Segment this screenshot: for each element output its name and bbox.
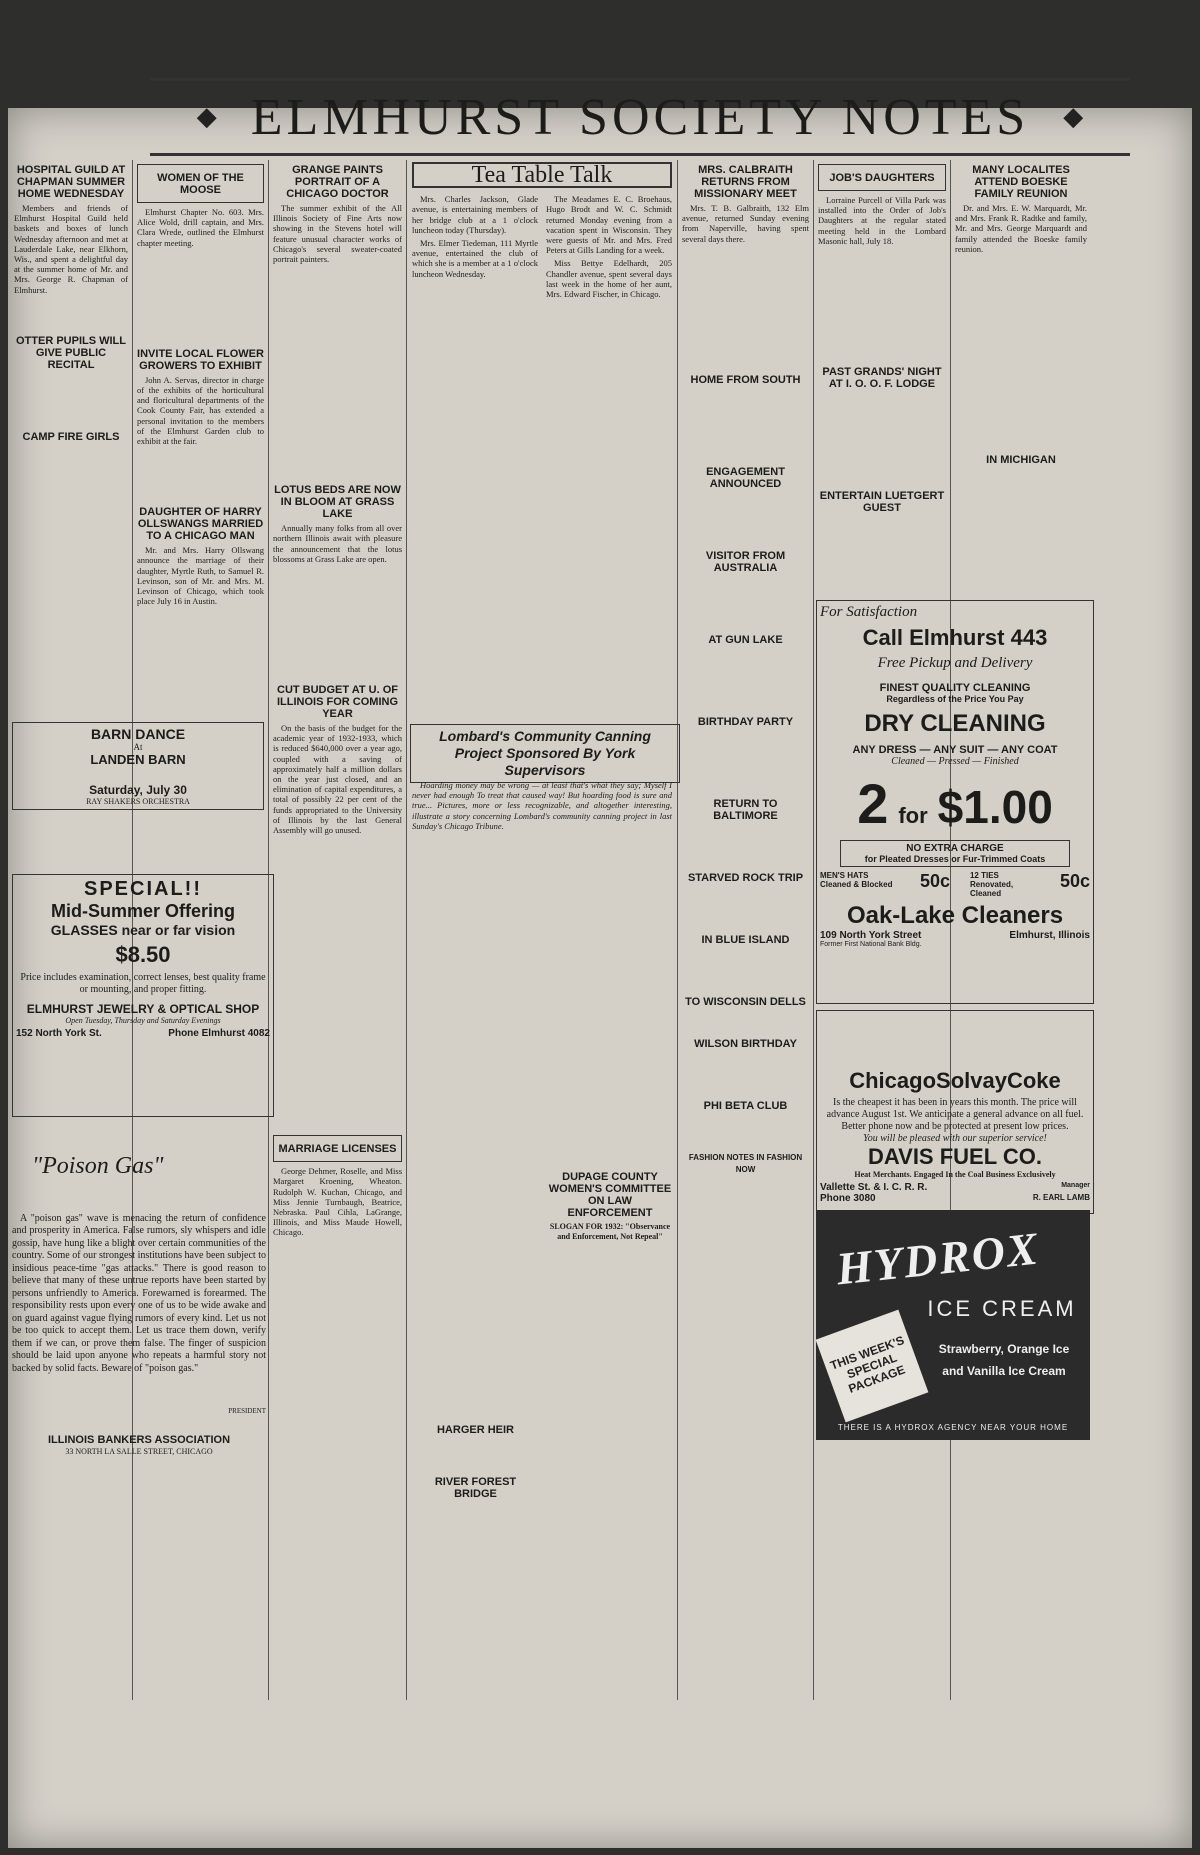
jobs-daughters-text: Lorraine Purcell of Villa Park was installed into the Order of Job's Daughters at the regular stated meeting held in the Lombard Masonic hall, July 18. [818, 195, 946, 246]
river-forest-headline: RIVER FOREST BRIDGE [434, 1476, 517, 1500]
barn-dance-title: BARN DANCE [90, 726, 186, 742]
jewelry-shop-name: ELMHURST JEWELRY & OPTICAL SHOP [26, 1002, 260, 1016]
hydrox-ad [816, 1210, 1090, 1440]
pupils-recital-headline: OTTER PUPILS WILL GIVE PUBLIC RECITAL [16, 334, 126, 371]
jewelry-phone: Phone Elmhurst 4082 [168, 1028, 270, 1039]
jobs-daughters-headline: JOB'S DAUGHTERS [829, 172, 935, 184]
hydrox-agency: THERE IS A HYDROX AGENCY NEAR YOUR HOME [837, 1423, 1069, 1432]
camp-fire-headline: CAMP FIRE GIRLS [22, 430, 120, 443]
gun-lake-headline: AT GUN LAKE [708, 633, 783, 646]
barn-dance-place: LANDEN BARN [90, 752, 186, 767]
cleaned-pressed: Cleaned — Pressed — Finished [891, 756, 1019, 767]
president-label: PRESIDENT [228, 1407, 266, 1415]
poison-gas-text: A "poison gas" wave is menacing the return of confidence and prosperity in America. False rumors, sly whispers and idle gossip, have hung like a blight over certain communities of the country. Some of our strongest institutions have been subject to insidious peace-time "gas attacks." There is good reason to believe that many of these untrue reports have been started by persons unfriendly to America. Forewarned is forearmed. The responsibility rests upon every one of us to be wide awake and on guard against vague flying rumors of every kind. Let us not be too quick to accept them. Let us trace them down, verify them if we can, or prove them false. The finger of suspicion should be laid upon anyone who repeats a harmful story not backed by solid facts. Beware of "poison gas." [12, 1212, 266, 1374]
tea-text-c: The Meadames E. C. Broehaus, Hugo Brodt and W. C. Schmidt returned Monday evening from a vacation spent in Wisconsin. They were guests of Mr. and Mrs. Fred Peters at Gills Landing for a week. [546, 194, 672, 256]
ornament-left: ◆ [196, 102, 217, 131]
cleaners-address: 109 North York Street [820, 930, 922, 941]
masthead [150, 78, 1130, 156]
pleated-dresses: for Pleated Dresses or Fur-Trimmed Coats [864, 854, 1046, 864]
jewelry-hours: Open Tuesday, Thursday and Saturday Evenings [65, 1016, 221, 1025]
baltimore-headline: RETURN TO BALTIMORE [713, 797, 778, 822]
harger-headline: HARGER HEIR [436, 1424, 514, 1436]
ties-label: 12 TIES Renovated, Cleaned [969, 871, 1014, 898]
price-for: for [898, 803, 928, 828]
boeske-reunion-text: Dr. and Mrs. E. W. Marquardt, Mr. and Mrs. Frank R. Radtke and family, Mr. and Mrs. George Marquardt and family attended the Boeske family reunion. [955, 203, 1087, 254]
tea-text-a: Mrs. Charles Jackson, Glade avenue, is entertaining members of her bridge club at a 1 o'clock luncheon today (Thursday). [412, 194, 538, 235]
hydrox-flavors: Strawberry, Orange Ice and Vanilla Ice Cream [938, 1342, 1070, 1378]
tea-table-section [408, 160, 676, 580]
manager-name: R. EARL LAMB [1032, 1193, 1090, 1202]
moose-headline: WOMEN OF THE MOOSE [157, 172, 244, 196]
budget-text: On the basis of the budget for the academic year of 1932-1933, which is reduced $640,000 over a year ago, coupled with a saving of approximately half a million dollars on the year just closed, and an elimination of capital expenditures, a total of possibly 22 per cent of the funds appropriated to the University of Illinois by the last General Assembly will go unused. [273, 723, 402, 836]
finest-quality: FINEST QUALITY CLEANING [879, 682, 1031, 694]
no-extra-charge: NO EXTRA CHARGE [906, 843, 1004, 854]
tea-text-b: Mrs. Elmer Tiedeman, 111 Myrtle avenue, entertained the club of which she is a member at a 1 o'clock luncheon Wednesday. [412, 238, 538, 279]
ollswang-headline: DAUGHTER OF HARRY OLLSWANGS MARRIED TO A CHICAGO MAN [137, 506, 264, 543]
dry-cleaning-title: DRY CLEANING [864, 710, 1046, 737]
michigan-headline: IN MICHIGAN [986, 454, 1056, 467]
lombard-text: Hoarding money may be wrong — at least that's what they say; Myself I never had enough To treat that caused way! But hoarding food is sure and true... Pictures, more or less recognizable, and altogether interesting, illustrate a story concerning Lombard's community canning project in last Sunday's Chicago Tribune. [412, 780, 672, 831]
marriage-text: George Dehmer, Roselle, and Miss Margaret Kroening, Wheaton. Rudolph W. Kuchan, Chicago, and Miss Jennie Turnbaugh, Beatrice, Nebraska. Paul Cihla, LaGrange, Illinois, and Miss Maude Howell, Chicago. [273, 1166, 402, 1238]
mens-hats-price: 50c [919, 871, 951, 891]
oak-lake-cleaners-ad [816, 600, 1094, 1004]
special-glasses: GLASSES near or far vision [50, 922, 236, 938]
special-subtitle: Mid-Summer Offering [50, 901, 235, 921]
price-amount: $1.00 [937, 781, 1053, 833]
jewelry-address: 152 North York St. [16, 1028, 102, 1039]
heat-merchants: Heat Merchants. Engaged In the Coal Business Exclusively [854, 1170, 1056, 1179]
grange-text: The summer exhibit of the All Illinois Society of Fine Arts now showing in the Stevens hotel will feature unusual character works of Chicago's several sweater-coated portrait painters. [273, 203, 402, 265]
engagement-headline: ENGAGEMENT ANNOUNCED [706, 465, 785, 490]
column-3 [269, 160, 406, 1720]
page-title: ELMHURST SOCIETY NOTES [250, 88, 1030, 146]
wisconsin-dells-headline: TO WISCONSIN DELLS [685, 995, 806, 1008]
special-glasses-ad [12, 874, 274, 1117]
davis-address: Vallette St. & I. C. R. R. [820, 1182, 928, 1193]
barn-dance-band: RAY SHAKERS ORCHESTRA [86, 797, 190, 806]
column-5 [678, 160, 813, 1720]
hydrox-brand: HYDROX [833, 1222, 1042, 1295]
bankers-association: ILLINOIS BANKERS ASSOCIATION [47, 1433, 231, 1446]
moose-text: Elmhurst Chapter No. 603. Mrs. Alice Wold, drill captain, and Mrs. Clara Wrede, outlined the Elmhurst chapter meeting. [137, 207, 264, 248]
special-note: Price includes examination, correct lenses, best quality frame or mounting, and proper fitting. [20, 972, 266, 995]
ornament-right: ◆ [1063, 102, 1084, 131]
weekly-special-package: THIS WEEK'S SPECIAL PACKAGE [816, 1310, 929, 1423]
ties-price: 50c [1059, 871, 1090, 891]
regardless-price: Regardless of the Price You Pay [886, 694, 1024, 704]
column-6 [814, 160, 950, 590]
calbraith-headline: MRS. CALBRAITH RETURNS FROM MISSIONARY MEET [694, 164, 797, 200]
fashion-notes-headline: FASHION NOTES IN FASHION NOW [688, 1152, 803, 1174]
mens-hats: MEN'S HATS Cleaned & Blocked [820, 871, 893, 889]
marriage-headline: MARRIAGE LICENSES [278, 1143, 397, 1156]
superior-service: You will be pleased with our superior service! [863, 1133, 1047, 1144]
call-elmhurst: Call Elmhurst 443 [862, 625, 1048, 650]
birthday-party-headline: BIRTHDAY PARTY [697, 715, 794, 728]
home-south-headline: HOME FROM SOUTH [690, 373, 801, 386]
lombard-headline-box [410, 724, 680, 783]
special-title: SPECIAL!! [84, 878, 202, 900]
satisfaction-text: For Satisfaction [820, 604, 918, 620]
flower-growers-text: John A. Servas, director in charge of the exhibits of the horticultural and floricultural departments of the Cook County Fair, has extended a personal invitation to the members of the Elmhurst Garden club to exhibit at the fair. [137, 374, 264, 447]
any-dress-suit-coat: ANY DRESS — ANY SUIT — ANY COAT [852, 744, 1058, 756]
solvay-coke-text: Is the cheapest it has been in years this month. The price will advance August 1st. We anticipate a general advance on all fuel. Better phone now and be protected at present low prices. [826, 1097, 1084, 1132]
column-2 [133, 160, 268, 710]
special-price: $8.50 [115, 942, 171, 967]
former-bank-bldg: Former First National Bank Bldg. [820, 941, 922, 948]
davis-phone: Phone 3080 [820, 1193, 876, 1204]
dupage-slogan: SLOGAN FOR 1932: "Observance and Enforcement, Not Repeal" [549, 1222, 671, 1242]
boeske-reunion-headline: MANY LOCALITES ATTEND BOESKE FAMILY REUNION [972, 164, 1070, 200]
manager-label: Manager [1061, 1182, 1090, 1189]
free-pickup: Free Pickup and Delivery [877, 655, 1033, 671]
past-grands-headline: PAST GRANDS' NIGHT AT I. O. O. F. LODGE [822, 366, 942, 391]
solvay-coke-title: ChicagoSolvayCoke [849, 1068, 1061, 1093]
ollswang-text: Mr. and Mrs. Harry Ollswang announce the marriage of their daughter, Myrtle Ruth, to Samuel R. Levinson, son of Mr. and Mrs. M. Levinson of Chicago, which took place July 16 in Austin. [137, 545, 264, 607]
hospital-guild-text: Members and friends of Elmhurst Hospital Guild held baskets and boxes of lunch Wednesday afternoon and met at Lauderdale Lake, near Elkhorn, Wis., and spent a delightful day at the summer home of Mr. and Mrs. George R. Chapman of Elmhurst. [14, 203, 128, 295]
lotus-text: Annually many folks from all over northern Illinois await with pleasure the announcement that the lotus blossoms at Grass Lake are open. [273, 523, 402, 564]
australia-headline: VISITOR FROM AUSTRALIA [705, 549, 786, 574]
wilson-birthday-headline: WILSON BIRTHDAY [694, 1037, 797, 1050]
solvay-coke-ad [816, 1010, 1094, 1214]
phi-beta-headline: PHI BETA CLUB [703, 1099, 788, 1112]
grange-headline: GRANGE PAINTS PORTRAIT OF A CHICAGO DOCTOR [286, 164, 389, 200]
starved-rock-headline: STARVED ROCK TRIP [687, 871, 804, 884]
calbraith-text: Mrs. T. B. Galbraith, 132 Elm avenue, returned Sunday evening from Naperville, having spent several days there. [682, 203, 809, 244]
cleaners-city: Elmhurst, Illinois [1009, 930, 1090, 941]
harger-section [408, 1420, 543, 1700]
luetgert-headline: ENTERTAIN LUETGERT GUEST [819, 490, 945, 515]
poison-gas-title: "Poison Gas" [32, 1153, 164, 1179]
column-7 [951, 160, 1091, 590]
barn-dance-at: At [133, 742, 143, 752]
lombard-headline: Lombard's Community Canning Project Sponsored By York Supervisors [439, 728, 651, 778]
budget-headline: CUT BUDGET AT U. OF ILLINOIS FOR COMING YEAR [277, 684, 398, 721]
barn-dance-date: Saturday, July 30 [89, 783, 187, 797]
flower-growers-headline: INVITE LOCAL FLOWER GROWERS TO EXHIBIT [137, 347, 264, 372]
hydrox-product: ICE CREAM [927, 1296, 1077, 1321]
tea-table-title: Tea Table Talk [412, 162, 672, 188]
price-quantity: 2 [857, 772, 889, 835]
davis-fuel-name: DAVIS FUEL CO. [868, 1144, 1042, 1169]
blue-island-headline: IN BLUE ISLAND [701, 933, 790, 946]
hospital-guild-headline: HOSPITAL GUILD AT CHAPMAN SUMMER HOME WEDNESDAY [16, 164, 126, 200]
tea-text-d: Miss Bettye Edelhardt, 205 Chandler avenue, spent several days last week in the home of her aunt, Mrs. Edward Fischer, in Chicago. [546, 258, 672, 300]
barn-dance-ad [12, 722, 264, 810]
dupage-headline: DUPAGE COUNTY WOMEN'S COMMITTEE ON LAW ENFORCEMENT [548, 1171, 672, 1220]
bankers-address: 33 NORTH LA SALLE STREET, CHICAGO [65, 1447, 213, 1456]
poison-gas-ad [12, 1140, 266, 1680]
oak-lake-name: Oak-Lake Cleaners [846, 902, 1064, 929]
lotus-headline: LOTUS BEDS ARE NOW IN BLOOM AT GRASS LAKE [274, 484, 401, 521]
